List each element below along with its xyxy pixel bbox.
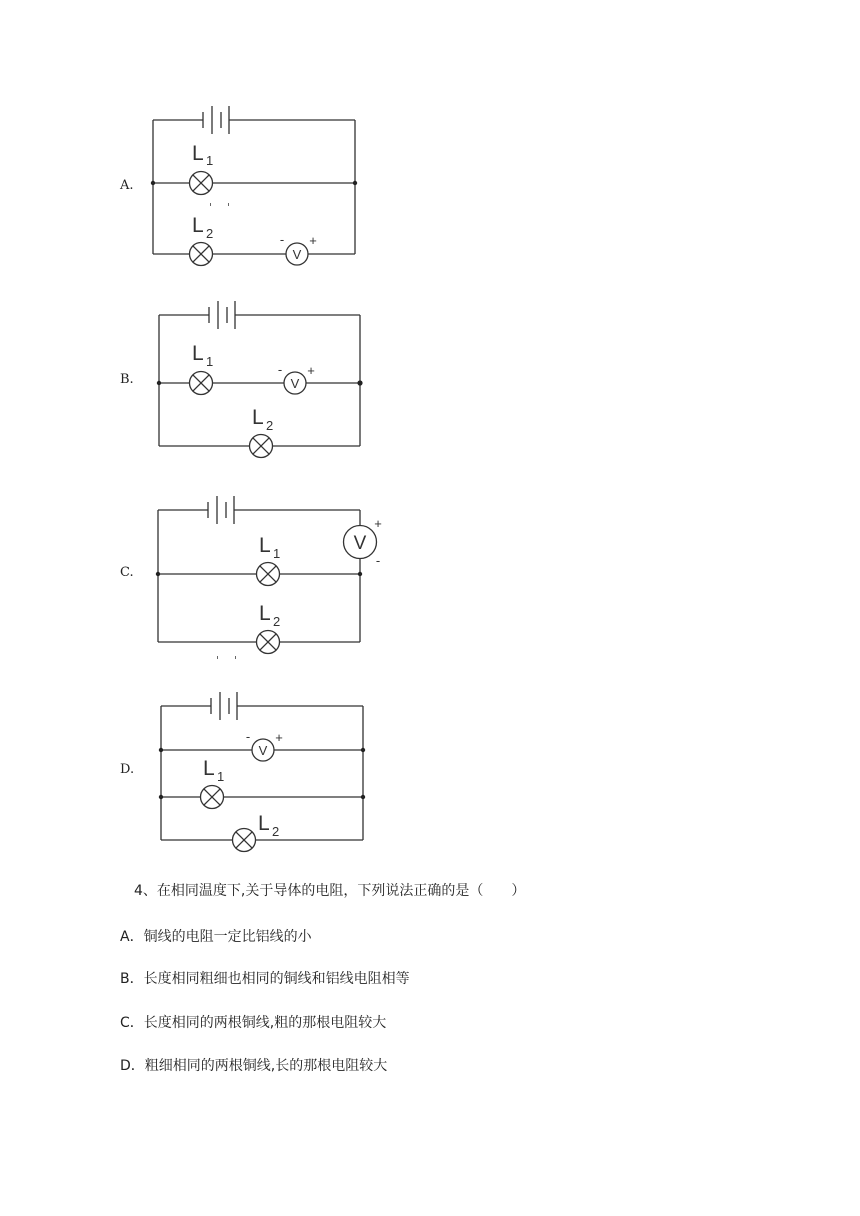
lamp-1-label: L [259, 534, 271, 557]
lamp-2-subscript: 2 [272, 824, 280, 839]
voltmeter-plus: + [275, 730, 283, 745]
circuit-d-diagram [0, 685, 860, 855]
lamp-2-icon [233, 829, 256, 852]
circuit-c-diagram [0, 485, 860, 665]
lamp-1-subscript: 1 [217, 769, 225, 784]
lamp-2-subscript: 2 [266, 418, 274, 433]
lamp-2-label: L [192, 214, 204, 237]
choice-a: A．铜线的电阻一定比铝线的小 [120, 929, 312, 945]
stray-mark [228, 203, 229, 206]
lamp-2-subscript: 2 [206, 226, 214, 241]
lamp-1-subscript: 1 [273, 546, 281, 561]
voltmeter-label: V [353, 533, 367, 554]
lamp-2-icon [257, 631, 280, 654]
option-a-label: A. [120, 178, 134, 193]
voltmeter-label: V [292, 247, 302, 262]
lamp-1-subscript: 1 [206, 153, 214, 168]
voltmeter-plus: + [374, 516, 382, 531]
voltmeter-minus: - [245, 729, 251, 744]
stray-mark [235, 656, 236, 659]
lamp-2-label: L [252, 406, 264, 429]
question-4-stem: 4、在相同温度下,关于导体的电阻，下列说法正确的是（ ） [134, 883, 526, 899]
lamp-1-subscript: 1 [206, 354, 214, 369]
voltmeter-minus: - [375, 553, 381, 568]
option-c-label: C. [120, 565, 134, 580]
lamp-1-icon [257, 563, 280, 586]
choice-d: D．粗细相同的两根铜线,长的那根电阻较大 [120, 1058, 388, 1074]
voltmeter-minus: - [279, 232, 285, 247]
option-d-label: D. [120, 762, 135, 777]
lamp-1-label: L [203, 757, 215, 780]
stray-mark [217, 656, 218, 659]
lamp-2-label: L [258, 812, 270, 835]
voltmeter-label: V [290, 376, 300, 391]
circuit-b-diagram [0, 290, 860, 470]
lamp-2-icon [190, 243, 213, 266]
lamp-1-label: L [192, 142, 204, 165]
lamp-1-label: L [192, 342, 204, 365]
lamp-1-icon [190, 372, 213, 395]
circuit-a-diagram [0, 0, 860, 300]
stray-mark [210, 203, 211, 206]
option-b-label: B. [120, 372, 134, 387]
lamp-1-icon [190, 172, 213, 195]
choice-c: C．长度相同的两根铜线,粗的那根电阻较大 [120, 1015, 387, 1031]
choice-b: B．长度相同粗细也相同的铜线和铝线电阻相等 [120, 971, 410, 987]
voltmeter-minus: - [277, 362, 283, 377]
lamp-2-icon [250, 435, 273, 458]
voltmeter-plus: + [309, 233, 317, 248]
voltmeter-plus: + [307, 363, 315, 378]
voltmeter-label: V [258, 743, 268, 758]
lamp-1-icon [201, 786, 224, 809]
lamp-2-label: L [259, 602, 271, 625]
lamp-2-subscript: 2 [273, 614, 281, 629]
